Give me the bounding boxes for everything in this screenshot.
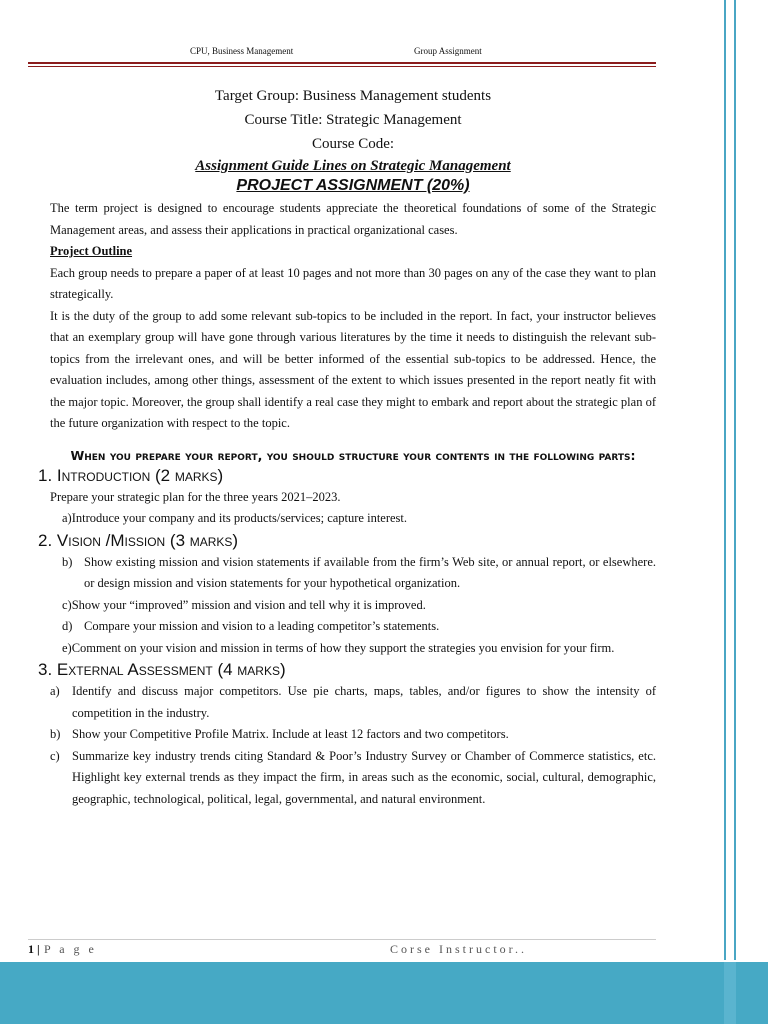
list-marker: b): [62, 554, 73, 569]
header-left: CPU, Business Management: [190, 46, 294, 56]
vision-item-c: c)Show your “improved” mission and vision and tell why it is improved.: [62, 597, 426, 612]
outline-paragraph-2: It is the duty of the group to add some relevant sub-topics to be included in the report. In fact, your instructor believes that an exemplary group will have gone through various literatures by the time it needs to distinguish the relevant sub-topics from the irrelevant ones, and will be better informed of the essential sub-topics to be addressed. Hence, the evaluation includes, among other things, assessment of the extent to which issues presented in the report neatly fit with the major topic. Moreover, the group shall identify a real case they might to embark and report about the strategic plan of the future organization with respect to the topic.: [50, 308, 656, 430]
vision-item-d-text: Compare your mission and vision to a leading competitor’s statements.: [84, 619, 440, 633]
assignment-guide-heading: Assignment Guide Lines on Strategic Management: [195, 158, 511, 174]
border-line: [724, 0, 726, 960]
list-marker: b): [50, 727, 61, 741]
outline-paragraph-1: Each group needs to prepare a paper of at least 10 pages and not more than 30 pages on any of the case they want to plan strategically.: [50, 265, 656, 301]
band-strip: [724, 962, 736, 1024]
project-assignment-heading: PROJECT ASSIGNMENT (20%): [236, 177, 470, 194]
vision-item-b-text: Show existing mission and vision statements if available from the firm’s Web site, or annual report, or elsewhere. or design mission and vision statements for your hypothetical organization.: [84, 554, 656, 590]
list-marker: d): [62, 619, 73, 633]
external-item-b: [50, 724, 656, 746]
external-item-c: [50, 746, 656, 811]
section-introduction-title: 1. Introduction (2 marks): [38, 465, 224, 485]
right-page-border: [724, 0, 768, 960]
footer-instructor: Corse Instructor..: [390, 942, 527, 956]
structure-heading: When you prepare your report, you should structure your contents in the following parts:: [70, 447, 636, 463]
page-number: 1 |: [28, 942, 40, 956]
external-item-a-text: Identify and discuss major competitors. Use pie charts, maps, tables, and/or figures to show the intensity of competition in the industry.: [72, 684, 656, 720]
introduction-line: Prepare your strategic plan for the three years 2021–2023.: [50, 489, 341, 504]
vision-item-b: [50, 552, 656, 595]
project-outline-label: Project Outline: [50, 244, 133, 258]
bottom-color-band: [0, 962, 768, 1024]
page-word: P a g e: [44, 942, 97, 956]
introduction-item-a: a)Introduce your company and its products/services; capture interest.: [62, 511, 408, 525]
border-line: [734, 0, 736, 960]
list-marker: c): [50, 748, 60, 763]
external-item-a: [50, 681, 656, 724]
section-vision-mission-title: 2. Vision /Mission (3 marks): [38, 530, 239, 550]
header-right: Group Assignment: [414, 46, 482, 56]
course-code: Course Code:: [311, 136, 395, 152]
list-marker: a): [50, 684, 60, 698]
header-rule: [28, 66, 656, 67]
section-external-assessment-title: 3. External Assessment (4 marks): [38, 660, 286, 679]
document-body: [38, 84, 656, 810]
vision-item-e: e)Comment on your vision and mission in terms of how they support the strategies you envision for your firm.: [62, 640, 615, 655]
vision-item-d: [50, 616, 656, 638]
header-rule: [28, 62, 656, 64]
course-title: Course Title: Strategic Management: [244, 112, 462, 128]
footer-rule: [28, 939, 656, 940]
target-group: Target Group: Business Management students: [214, 88, 492, 104]
intro-paragraph: The term project is designed to encourage students appreciate the theoretical foundations of some of the Strategic Management areas, and assess their applications in practical organizational cases.: [50, 201, 656, 237]
external-item-b-text: Show your Competitive Profile Matrix. Include at least 12 factors and two competitors.: [72, 727, 509, 741]
external-item-c-text: Summarize key industry trends citing Standard & Poor’s Industry Survey or Chamber of Commerce statistics, etc. Highlight key external trends as they impact the firm, in areas such as the economic, social, cultural, demographic, geographic, technological, political, legal, governmental, and natural environment.: [72, 748, 656, 806]
